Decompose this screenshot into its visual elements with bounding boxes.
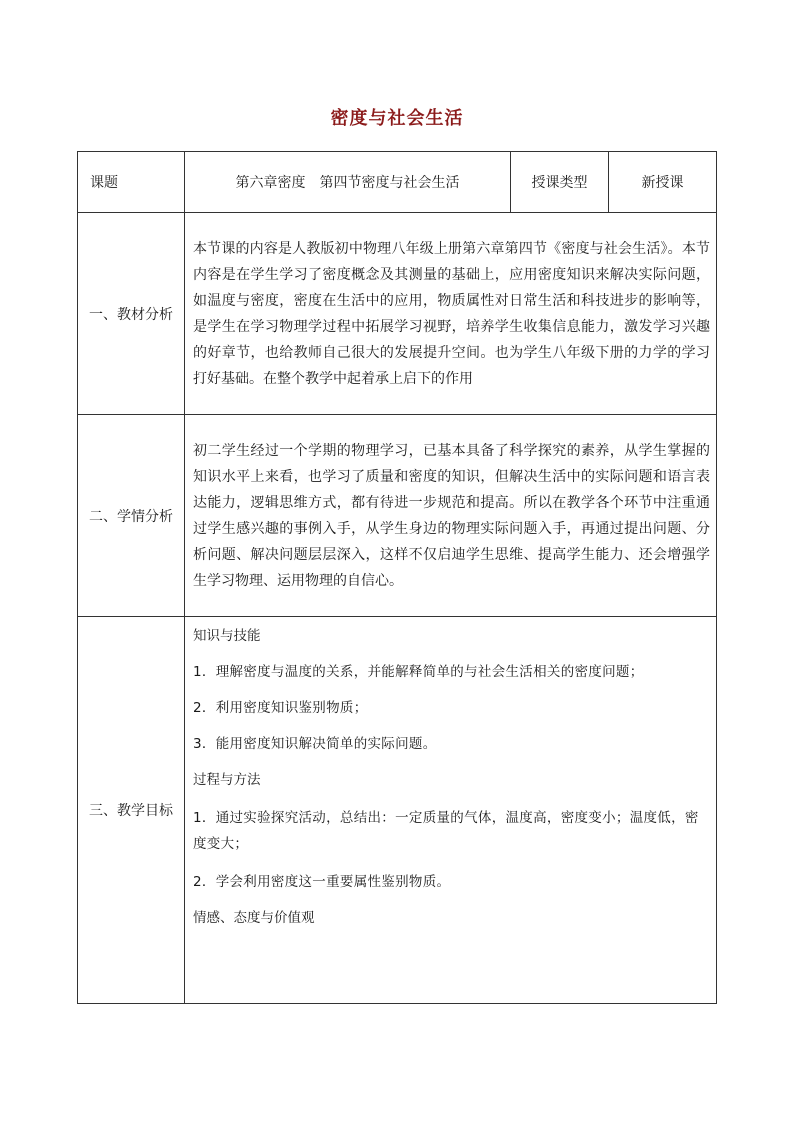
emotion-heading: 情感、态度与价值观 <box>193 910 315 926</box>
process-item: 2．学会利用密度这一重要属性鉴别物质。 <box>193 874 451 890</box>
textbook-analysis-label: 一、教材分析 <box>78 213 185 415</box>
lesson-type-label: 授课类型 <box>511 152 609 213</box>
knowledge-item: 3．能用密度知识解决简单的实际问题。 <box>193 736 437 752</box>
topic-label: 课题 <box>78 152 185 213</box>
lesson-type-value: 新授课 <box>609 152 717 213</box>
teaching-objectives-row <box>78 617 717 1004</box>
knowledge-heading: 知识与技能 <box>193 628 261 644</box>
teaching-objectives-content <box>185 617 717 1004</box>
page-title: 密度与社会生活 <box>330 108 464 129</box>
process-heading: 过程与方法 <box>193 772 261 788</box>
lesson-plan-table <box>77 151 717 1004</box>
student-analysis-text: 初二学生经过一个学期的物理学习，已基本具备了科学探究的素养，从学生掌握的知识水平上来看，也学习了质量和密度的知识，但解决生活中的实际问题和语言表达能力，逻辑思维方式，都有待进一步规范和提高。所以在教学各个环节中注重通过学生感兴趣的事例入手，从学生身边的物理实际问题入手，再通过提出问题、分析问题、解决问题层层深入，这样不仅启迪学生思维、提高学生能力、还会增强学生学习物理、运用物理的自信心。 <box>185 415 717 617</box>
knowledge-item: 1．理解密度与温度的关系，并能解释简单的与社会生活相关的密度问题； <box>193 664 644 680</box>
topic-value: 第六章密度 第四节密度与社会生活 <box>185 152 511 213</box>
process-item: 1．通过实验探究活动，总结出：一定质量的气体，温度高，密度变小；温度低，密度变大； <box>193 810 699 852</box>
textbook-analysis-text: 本节课的内容是人教版初中物理八年级上册第六章第四节《密度与社会生活》。本节内容是在学生学习了密度概念及其测量的基础上，应用密度知识来解决实际问题，如温度与密度，密度在生活中的应用，物质属性对日常生活和科技进步的影响等，是学生在学习物理学过程中拓展学习视野，培养学生收集信息能力，激发学习兴趣的好章节，也给教师自己很大的发展提升空间。也为学生八年级下册的力学的学习打好基础。在整个教学中起着承上启下的作用 <box>185 213 717 415</box>
textbook-analysis-row <box>78 213 717 415</box>
teaching-objectives-label: 三、教学目标 <box>78 617 185 1004</box>
knowledge-item: 2．利用密度知识鉴别物质； <box>193 700 368 716</box>
student-analysis-label: 二、学情分析 <box>78 415 185 617</box>
header-row <box>78 152 717 213</box>
student-analysis-row <box>78 415 717 617</box>
